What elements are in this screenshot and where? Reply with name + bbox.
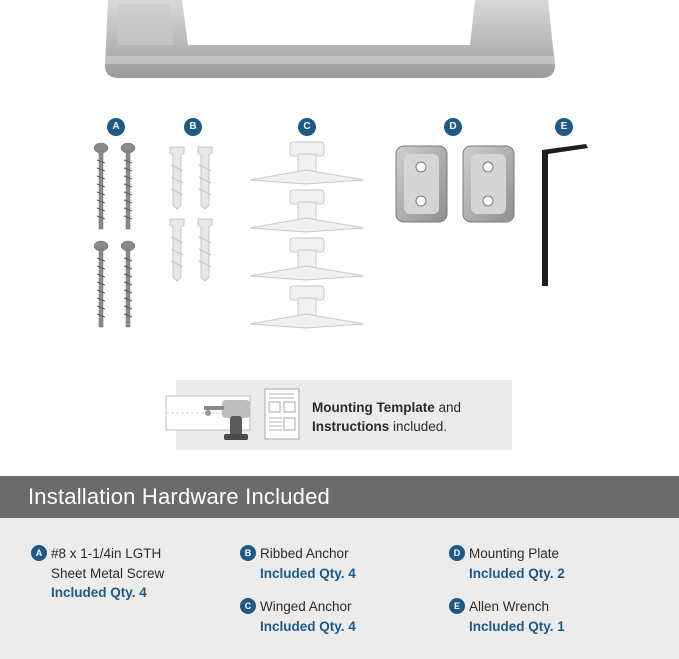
template-text-1: and — [434, 400, 462, 415]
drill-template-icon — [164, 390, 260, 442]
template-instructions-box — [176, 380, 512, 450]
template-text-2: included. — [389, 419, 448, 434]
legend-item-c — [244, 597, 356, 636]
cabinet-handle-image — [100, 0, 560, 82]
part-badge-b: B — [184, 118, 202, 136]
legend-name-e: Allen Wrench — [469, 599, 550, 614]
banner-title: Installation Hardware Included — [28, 484, 330, 509]
ribbed-anchors-image — [164, 145, 224, 285]
part-badge-a: A — [107, 118, 125, 136]
legend-item-b — [244, 544, 356, 583]
legend-item-d — [453, 544, 565, 583]
legend-qty-c: Included Qty. 4 — [260, 618, 356, 634]
legend-badge-d: D — [449, 545, 465, 561]
legend-name-a-line2: Sheet Metal Screw — [51, 565, 165, 581]
legend-badge-e: E — [449, 598, 465, 614]
legend-qty-d: Included Qty. 2 — [469, 565, 565, 581]
legend-item-e — [453, 597, 565, 636]
installation-banner — [0, 476, 679, 518]
part-badge-c: C — [298, 118, 316, 136]
sheet-metal-screws-image — [88, 142, 144, 332]
legend-item-a — [35, 544, 165, 603]
legend-qty-a: Included Qty. 4 — [51, 585, 147, 600]
legend-badge-a: A — [31, 545, 47, 561]
legend-name-c: Winged Anchor — [260, 599, 352, 614]
instructions-sheet-icon — [264, 388, 300, 440]
part-badge-e: E — [555, 118, 573, 136]
winged-anchors-image — [246, 140, 368, 332]
legend-badge-b: B — [240, 545, 256, 561]
legend-qty-e: Included Qty. 1 — [469, 618, 565, 634]
legend-name-d: Mounting Plate — [469, 546, 560, 561]
allen-wrench-image — [538, 142, 590, 288]
template-bold-label: Mounting Template — [312, 400, 435, 415]
legend-name-a-line1: #8 x 1-1/4in LGTH — [51, 546, 162, 561]
legend-qty-b: Included Qty. 4 — [260, 565, 356, 581]
instructions-bold-label: Instructions — [312, 419, 390, 434]
hardware-legend — [0, 518, 679, 659]
legend-name-b: Ribbed Anchor — [260, 546, 349, 561]
legend-badge-c: C — [240, 598, 256, 614]
template-instructions-text — [312, 398, 512, 436]
part-badge-d: D — [444, 118, 462, 136]
mounting-plates-image — [395, 145, 519, 223]
